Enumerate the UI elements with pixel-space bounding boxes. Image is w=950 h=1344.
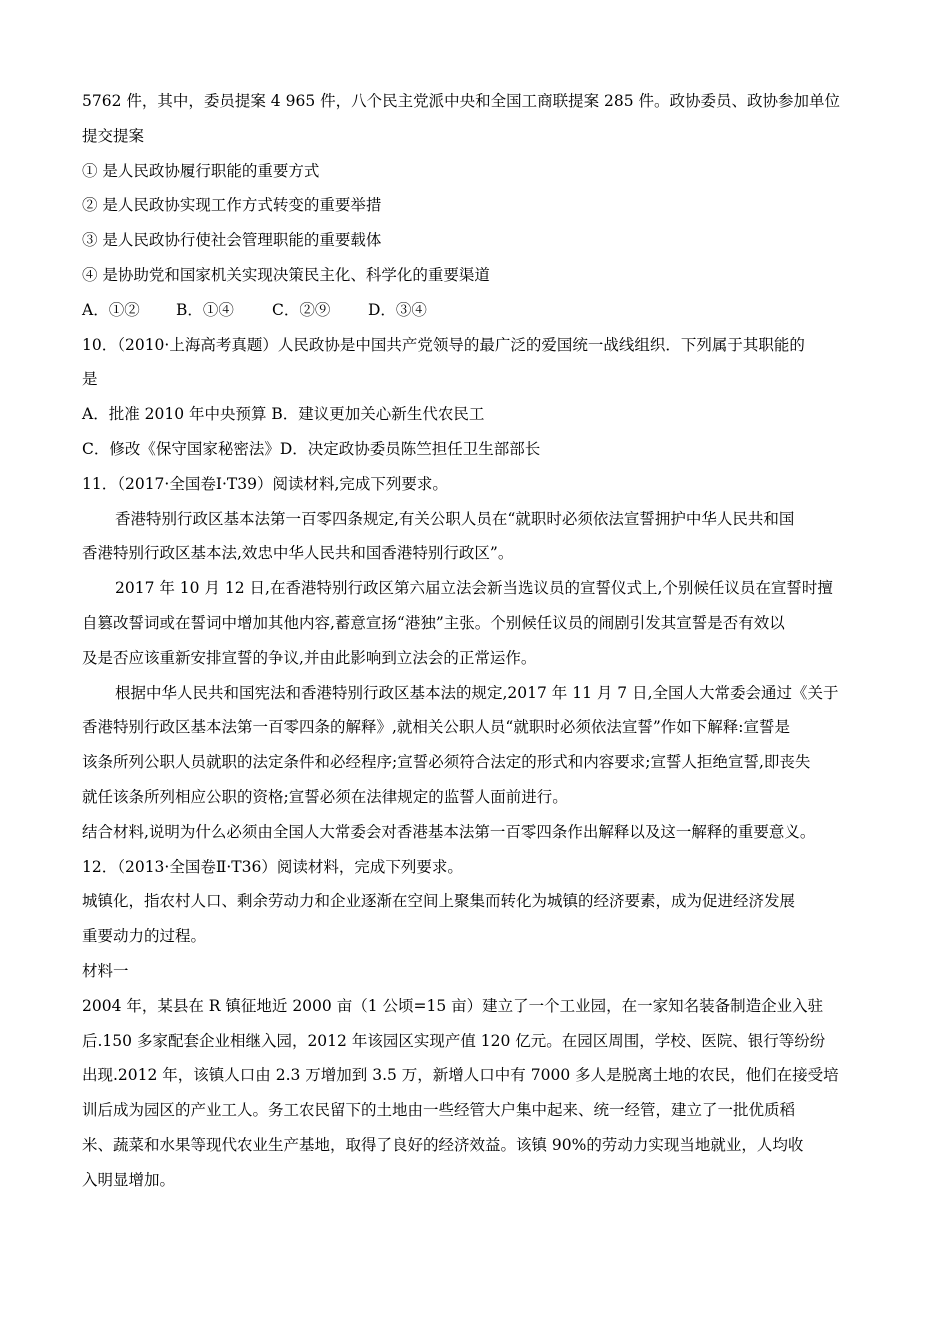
- q9-stem-line: 提交提案: [82, 126, 145, 145]
- document-page: [82, 84, 872, 1198]
- q12-material-line: 2004 年，某县在 R 镇征地近 2000 亩（1 公顷=15 亩）建立了一个工业园，在一家知名装备制造企业入驻: [82, 996, 824, 1015]
- q9-stem-line: 5762 件，其中，委员提案 4 965 件，八个民主党派中央和全国工商联提案 285 件。政协委员、政协参加单位: [82, 92, 841, 110]
- q12-material-line: 后.150 多家配套企业相继入园，2012 年该园区实现产值 120 亿元。在园区周围，学校、医院、银行等纷纷: [82, 1031, 826, 1050]
- q12-material-line: 出现.2012 年，该镇人口由 2.3 万增加到 3.5 万，新增人口中有 7000 多人是脱离土地的农民，他们在接受培: [82, 1066, 839, 1085]
- q11-paragraph-line: 根据中华人民共和国宪法和香港特别行政区基本法的规定,2017 年 11 月 7 日,全国人大常委会通过《关于: [115, 683, 839, 702]
- q11-paragraph-line: 自篡改誓词或在誓词中增加其他内容,蓄意宣扬“港独”主张。个别候任议员的闹剧引发其宣誓是否有效以: [82, 613, 785, 632]
- q10-stem-line: 10．（2010·上海高考真题）人民政协是中国共产党领导的最广泛的爱国统一战线组织．下列属于其职能的: [82, 335, 805, 354]
- q9-options: [82, 293, 872, 328]
- q12-material-line: 入明显增加。: [82, 1170, 176, 1189]
- q9-option-d: D．③④: [368, 300, 427, 319]
- q9-option-b: B．①④: [176, 300, 234, 319]
- q10-options-line: A．批准 2010 年中央预算 B．建议更加关心新生代农民工: [82, 405, 485, 424]
- q9-item-3: ③ 是人民政协行使社会管理职能的重要载体: [82, 231, 382, 250]
- q12-material-line: 米、蔬菜和水果等现代农业生产基地，取得了良好的经济效益。该镇 90%的劳动力实现当地就业，人均收: [82, 1135, 804, 1154]
- q12-title: 12．（2013·全国卷Ⅱ·T36）阅读材料，完成下列要求。: [82, 857, 463, 876]
- q12-material-line: 训后成为园区的产业工人。务工农民留下的土地由一些经管大户集中起来、统一经管，建立了一批优质稻: [82, 1101, 796, 1120]
- q9-item-2: ② 是人民政协实现工作方式转变的重要举措: [82, 196, 382, 215]
- q9-item-1: ① 是人民政协履行职能的重要方式: [82, 161, 320, 180]
- q11-paragraph-line: 香港特别行政区基本法第一百零四条的解释》,就相关公职人员“就职时必须依法宣誓”作如下解释:宣誓是: [82, 718, 791, 737]
- q9-option-a: A．①②: [82, 300, 140, 319]
- q11-paragraph-line: 及是否应该重新安排宣誓的争议,并由此影响到立法会的正常运作。: [82, 648, 537, 667]
- q11-paragraph-line: 就任该条所列相应公职的资格;宣誓必须在法律规定的监誓人面前进行。: [82, 787, 568, 806]
- q10-options-line: C．修改《保守国家秘密法》D．决定政协委员陈竺担任卫生部部长: [82, 439, 541, 458]
- q9-item-4: ④ 是协助党和国家机关实现决策民主化、科学化的重要渠道: [82, 265, 490, 284]
- q9-option-c: C．②⑨: [272, 300, 331, 319]
- q11-title: 11．（2017·全国卷Ⅰ·T39）阅读材料,完成下列要求。: [82, 474, 448, 493]
- q12-intro-line: 重要动力的过程。: [82, 927, 207, 946]
- q11-paragraph-line: 该条所列公职人员就职的法定条件和必经程序;宣誓必须符合法定的形式和内容要求;宣誓人拒绝宣誓,即丧失: [82, 753, 811, 772]
- q11-question: 结合材料,说明为什么必须由全国人大常委会对香港基本法第一百零四条作出解释以及这一解释的重要意义。: [82, 822, 816, 841]
- q11-paragraph-line: 2017 年 10 月 12 日,在香港特别行政区第六届立法会新当选议员的宣誓仪式上,个别候任议员在宣誓时擅: [115, 579, 833, 598]
- q12-intro-line: 城镇化，指农村人口、剩余劳动力和企业逐渐在空间上聚集而转化为城镇的经济要素，成为促进经济发展: [82, 892, 796, 911]
- q12-material-label: 材料一: [82, 961, 129, 980]
- q10-stem-line: 是: [82, 370, 98, 389]
- q11-paragraph-line: 香港特别行政区基本法第一百零四条规定,有关公职人员在“就职时必须依法宣誓拥护中华人民共和国: [115, 509, 795, 528]
- q11-paragraph-line: 香港特别行政区基本法,效忠中华人民共和国香港特别行政区”。: [82, 544, 514, 563]
